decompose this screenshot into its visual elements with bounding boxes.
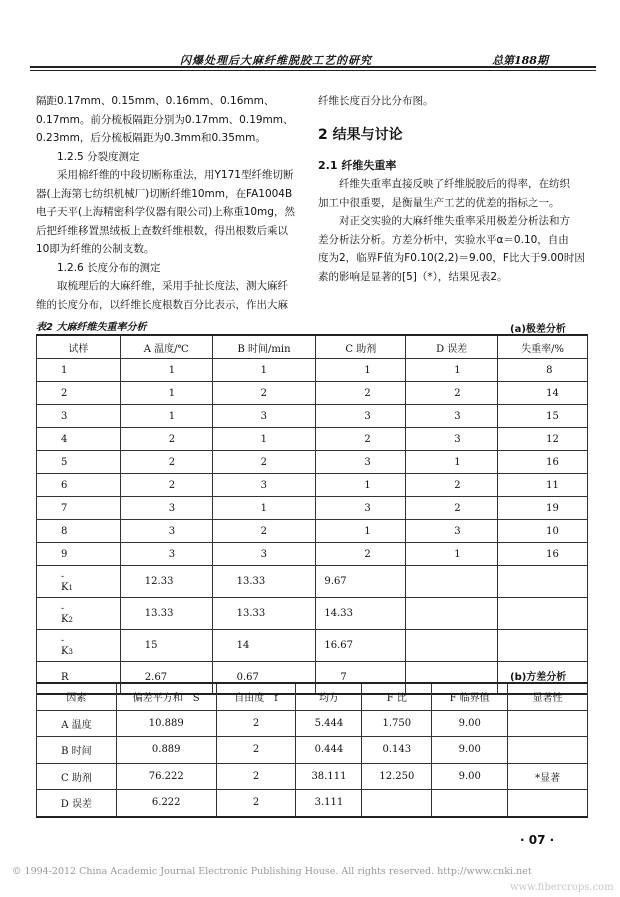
table-cell [406,566,498,598]
table-cell: 11 [498,474,588,497]
header-cell: D 误差 [406,335,498,359]
table-cell: 2 [212,382,316,405]
table-cell: 1 [212,497,316,520]
table-cell: 2 [37,382,121,405]
table-caption: 表2 大麻纤维失重率分析 [36,322,147,333]
table-row [37,359,588,382]
table-cell: 2 [212,520,316,543]
table-cell [362,790,432,817]
table-cell: 1 [316,359,406,382]
table-cell: 2 [316,428,406,451]
table-cell: 1 [212,359,316,382]
text-line: 器(上海第七纺织机械厂)切断纤维10mm，在FA1004B [36,187,293,200]
table-cell: 3 [316,451,406,474]
header-cell: 均方 [296,683,362,710]
k3-row [37,630,588,662]
table-cell: 3 [406,520,498,543]
table-cell: 2 [216,790,296,817]
table-row [37,428,588,451]
table-cell [432,790,508,817]
range-analysis-table [36,334,588,695]
section-heading-1-2-5: 1.2.5 分裂度测定 [57,150,140,163]
table-row [37,405,588,428]
text-line: 纤维长度百分比分布图。 [318,95,434,107]
bar-symbol: - [61,603,65,614]
table-cell: 0.67 [212,662,316,695]
table-cell: 15 [498,405,588,428]
table-cell: 2 [406,474,498,497]
header-cell: 试样 [37,335,121,359]
table-cell: 16 [498,451,588,474]
text-line: 采用棉纤维的中段切断称重法，用Y171型纤维切断 [57,169,294,181]
table-row [37,497,588,520]
table-cell: 1 [316,474,406,497]
table-cell: 16.67 [316,630,406,662]
table-cell: 13.33 [212,598,316,630]
table-cell: C 助剂 [37,763,117,790]
header-cell: F 比 [362,683,432,710]
table-cell: 1 [406,359,498,382]
table-cell: D 误差 [37,790,117,817]
table-cell: 14 [498,382,588,405]
k-subscript: 1 [68,583,73,592]
table-cell [498,630,588,662]
table-cell: 9 [37,543,121,566]
table-cell: 13.33 [212,566,316,598]
r-label: R [37,662,121,695]
table-cell: 9.00 [432,710,508,737]
bar-symbol: - [61,635,65,646]
text-line: 电子天平(上海精密科学仪器有限公司)上称重10mg，然 [36,206,295,218]
table-row [37,543,588,566]
table-cell: 76.222 [116,763,216,790]
table-cell: 8 [498,359,588,382]
table-cell: 1 [406,451,498,474]
table-cell: 1 [120,405,212,428]
table-cell: 1 [120,382,212,405]
table-cell: 3 [120,497,212,520]
table-cell: 1.750 [362,710,432,737]
table-cell: 16 [498,543,588,566]
table-row [37,382,588,405]
k3-label [37,630,121,662]
table-cell: 3 [212,405,316,428]
table-cell: 1 [37,359,121,382]
k-subscript: 2 [68,615,73,624]
table-cell: 38.111 [296,763,362,790]
table-subtitle-b: (b)方差分析 [510,672,567,683]
table-cell: 15 [120,630,212,662]
text-line: 后把纤维移置黑绒板上查数纤维根数，得出根数后乘以 [36,224,288,237]
table-cell: 3 [406,405,498,428]
table-row [37,763,588,790]
table-cell: 1 [120,359,212,382]
left-column [36,92,304,314]
section-heading-2-1: 2.1 纤维失重率 [318,158,397,172]
table-cell: B 时间 [37,737,117,764]
k1-label [37,566,121,598]
table-row [37,737,588,764]
table-cell: 14.33 [316,598,406,630]
table-cell: 6 [37,474,121,497]
text-line: 素的影响是显著的[5]（*），结果见表2。 [318,270,508,283]
table-cell: 7 [316,662,406,695]
table-cell: 3 [37,405,121,428]
table-subtitle-a: (a)极差分析 [510,324,566,335]
table-cell: *显著 [508,763,588,790]
table-cell: 12 [498,428,588,451]
table-cell: 2.67 [120,662,212,695]
table-cell: 5 [37,451,121,474]
header-cell: 因素 [37,683,117,710]
table-cell: 3.111 [296,790,362,817]
table-cell: 2 [120,428,212,451]
header-cell: A 温度/℃ [120,335,212,359]
table-cell: 2 [120,474,212,497]
table-cell: 2 [212,451,316,474]
table-cell: 2 [316,543,406,566]
header-cell: C 助剂 [316,335,406,359]
copyright-footer: © 1994-2012 China Academic Journal Electronic Publishing House. All rights reserved. http://www.cnki.net [12,866,532,877]
header-rule [30,66,596,68]
watermark-url: www.fibercrops.com [510,882,614,893]
table-row [37,520,588,543]
variance-analysis-table [36,682,588,818]
table-cell: 8 [37,520,121,543]
table-cell: 0.444 [296,737,362,764]
table-cell: 7 [37,497,121,520]
table-cell: 9.67 [316,566,406,598]
table-cell: 0.143 [362,737,432,764]
text-line: 10即为纤维的公制支数。 [36,243,155,255]
table-cell: 1 [406,543,498,566]
table-row [37,710,588,737]
table-cell: 6.222 [116,790,216,817]
k2-label [37,598,121,630]
text-line: 维的长度分布，以纤维长度根数百分比表示，作出大麻 [36,298,288,311]
table-cell: 3 [212,474,316,497]
table-cell: 10 [498,520,588,543]
table-cell: 2 [406,497,498,520]
table-cell: 12.250 [362,763,432,790]
table-cell: 2 [120,451,212,474]
table-cell: 10.889 [116,710,216,737]
table-cell: 13.33 [120,598,212,630]
table-cell: 3 [212,543,316,566]
text-line: 0.23mm，后分梳板隔距为0.3mm和0.35mm。 [36,132,266,144]
table-cell: 3 [406,428,498,451]
section-heading-1-2-6: 1.2.6 长度分布的测定 [57,261,161,274]
header-cell: 显著性 [508,683,588,710]
k-letter: K [61,613,69,625]
table-cell: 0.889 [116,737,216,764]
table-cell: 3 [316,497,406,520]
table-cell: 2 [216,737,296,764]
table-cell [498,566,588,598]
table-cell: 2 [316,382,406,405]
issue-number: 总第188期 [492,54,548,67]
table-cell: 9.00 [432,763,508,790]
page-number: · 07 · [520,833,555,847]
table-cell [406,598,498,630]
k-subscript: 3 [68,647,73,656]
table-cell [508,710,588,737]
text-line: 度为2，临界F值为F0.10(2,2)＝9.00，F比大于9.00时因 [318,252,585,264]
text-line: 0.17mm。前分梳板隔距分别为0.17mm、0.19mm、 [36,113,294,126]
table-row [37,451,588,474]
table-cell: 4 [37,428,121,451]
table-cell: 3 [316,405,406,428]
header-cell: 自由度 f [216,683,296,710]
header-cell: 偏差平方和 S [116,683,216,710]
header-cell: F 临界值 [432,683,508,710]
text-line: 差分析法分析。方差分析中，实验水平α＝0.10，自由 [318,233,569,246]
k1-row [37,566,588,598]
section-heading-2: 2 结果与讨论 [318,126,403,143]
table-cell: 3 [120,543,212,566]
table-cell: 19 [498,497,588,520]
text-line: 纤维失重率直接反映了纤维脱胶后的得率，在纺织 [339,178,570,190]
text-line: 加工中很重要，是衡量生产工艺的优差的指标之一。 [318,196,560,209]
table-cell: A 温度 [37,710,117,737]
k-letter: K [61,645,69,657]
table-cell: 14 [212,630,316,662]
table-cell [498,598,588,630]
table-cell: 12.33 [120,566,212,598]
running-title: 闪爆处理后大麻纤维脱胶工艺的研究 [180,54,372,67]
table-cell: 1 [316,520,406,543]
table-cell [508,737,588,764]
table-cell: 2 [216,763,296,790]
header-cell: B 时间/min [212,335,316,359]
table-row [37,790,588,817]
right-column [318,92,588,286]
table-cell: 3 [120,520,212,543]
table-header-row [37,683,588,710]
text-line: 对正交实验的大麻纤维失重率采用极差分析法和方 [339,215,570,227]
table-header-row [37,335,588,359]
header-cell: 失重率/% [498,335,588,359]
bar-symbol: - [61,571,65,582]
table-cell: 2 [216,710,296,737]
table-cell: 1 [212,428,316,451]
table-cell: 5.444 [296,710,362,737]
k2-row [37,598,588,630]
table-row [37,474,588,497]
table-cell: 2 [406,382,498,405]
header-rule-thin [30,70,596,71]
table-cell: 9.00 [432,737,508,764]
table-cell [406,630,498,662]
table-cell [508,790,588,817]
k-letter: K [61,581,69,593]
text-line: 取梳理后的大麻纤维，采用手扯长度法，测大麻纤 [57,280,288,292]
text-line: 隔距0.17mm、0.15mm、0.16mm、0.16mm、 [36,95,275,107]
